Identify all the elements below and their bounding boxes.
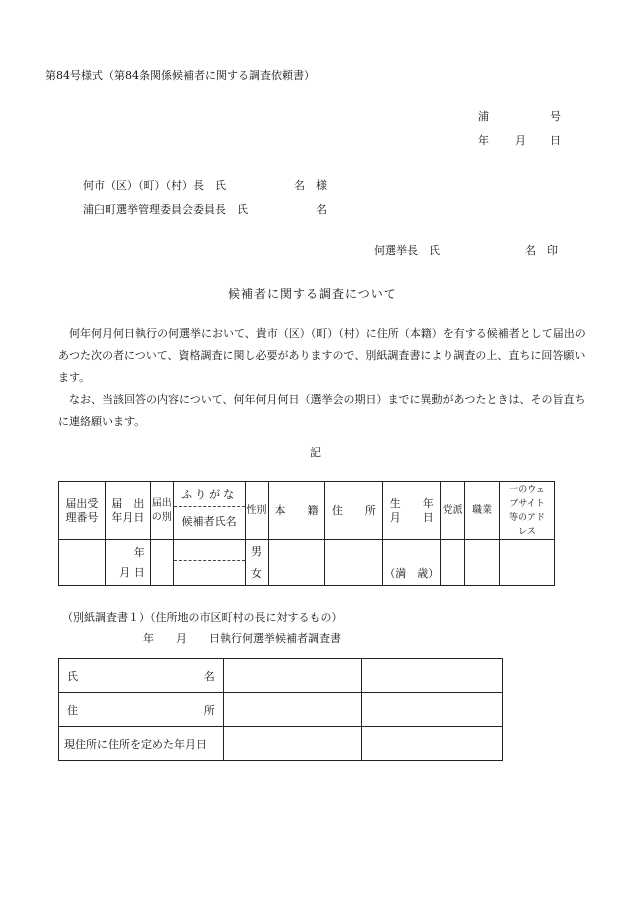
- body-text: [58, 323, 588, 433]
- header-party: 党派: [441, 482, 465, 540]
- header-jusho: 住 所: [325, 482, 383, 540]
- header-birth: 生 年 月 日: [383, 482, 441, 540]
- header-sex: 性別: [245, 482, 268, 540]
- cell-sex: [245, 540, 268, 586]
- header-name: [173, 482, 245, 540]
- header-honseki: 本 籍: [268, 482, 325, 540]
- sender-name: 名 印: [525, 244, 558, 257]
- ki-label: 記: [310, 446, 321, 459]
- survey-table: [58, 658, 503, 761]
- header-betsu: 届出 の別: [150, 482, 173, 540]
- survey-cell: [223, 693, 362, 727]
- header-web: 一のウェ ブサイト 等のアド レス: [500, 482, 555, 540]
- survey-cell: [223, 727, 362, 761]
- addressee-1-name: 名 様: [294, 179, 327, 192]
- date-day: 日: [550, 134, 561, 147]
- cell-betsu: [150, 540, 173, 586]
- date-year: 年: [478, 134, 489, 147]
- form-title: 第84号様式（第84条関係候補者に関する調査依頼書）: [45, 69, 315, 82]
- cell-name: [173, 540, 245, 586]
- survey-cell: [362, 693, 503, 727]
- subject-title: 候補者に関する調査について: [228, 287, 397, 301]
- attachment-title: （別紙調査書１）（住所地の市区町村の長に対するもの）: [62, 611, 343, 624]
- cell-birth: [383, 540, 441, 586]
- cell-month-day: 月 日: [119, 565, 145, 579]
- header-candidate-name: 候補者氏名: [174, 506, 245, 537]
- cell-year: 年: [133, 545, 145, 559]
- cell-uketsuke: [59, 540, 106, 586]
- header-uketsuke: 届出受 理番号: [59, 482, 106, 540]
- survey-cell: [362, 659, 503, 693]
- cell-todokede-date: [105, 540, 150, 586]
- addressee-1-org: 何市（区）（町）（村）長 氏: [83, 179, 226, 192]
- header-furigana: ふりがな: [181, 488, 238, 501]
- cell-age: （満 歳）: [384, 567, 440, 580]
- cell-web: [500, 540, 555, 586]
- ref-prefix: 浦: [478, 110, 489, 123]
- survey-cell: [223, 659, 362, 693]
- survey-label-residence-date: 現住所に住所を定めた年月日: [59, 727, 224, 761]
- header-job: 職業: [465, 482, 500, 540]
- attachment-subtitle: 年 月 日執行何選挙候補者調査書: [143, 632, 341, 645]
- body-paragraph-1: 何年何月何日執行の何選挙において、貴市（区）（町）（村）に住所（本籍）を有する候補者として届出のあつた次の者について、資格調査に関し必要がありますので、別紙調査書により調査の上、直ちに回答願います。: [58, 327, 586, 384]
- cell-female: 女: [251, 566, 263, 580]
- body-paragraph-2: なお、当該回答の内容について、何年何月何日（選挙会の期日）までに異動があつたときは、その旨直ちに連絡願います。: [58, 393, 586, 428]
- candidate-table: [58, 481, 555, 586]
- cell-job: [465, 540, 500, 586]
- header-todokede-date: 届 出 年月日: [105, 482, 150, 540]
- survey-cell: [362, 727, 503, 761]
- date-month: 月: [515, 134, 526, 147]
- addressee-2-org: 浦臼町選挙管理委員会委員長 氏: [83, 203, 248, 216]
- ref-suffix: 号: [550, 110, 561, 123]
- cell-party: [441, 540, 465, 586]
- survey-label-name: 氏 名: [59, 659, 224, 693]
- addressee-2-name: 名: [316, 203, 327, 216]
- sender-org: 何選挙長 氏: [374, 244, 440, 257]
- survey-label-address: 住 所: [59, 693, 224, 727]
- cell-jusho: [325, 540, 383, 586]
- cell-honseki: [268, 540, 325, 586]
- cell-male: 男: [251, 544, 263, 558]
